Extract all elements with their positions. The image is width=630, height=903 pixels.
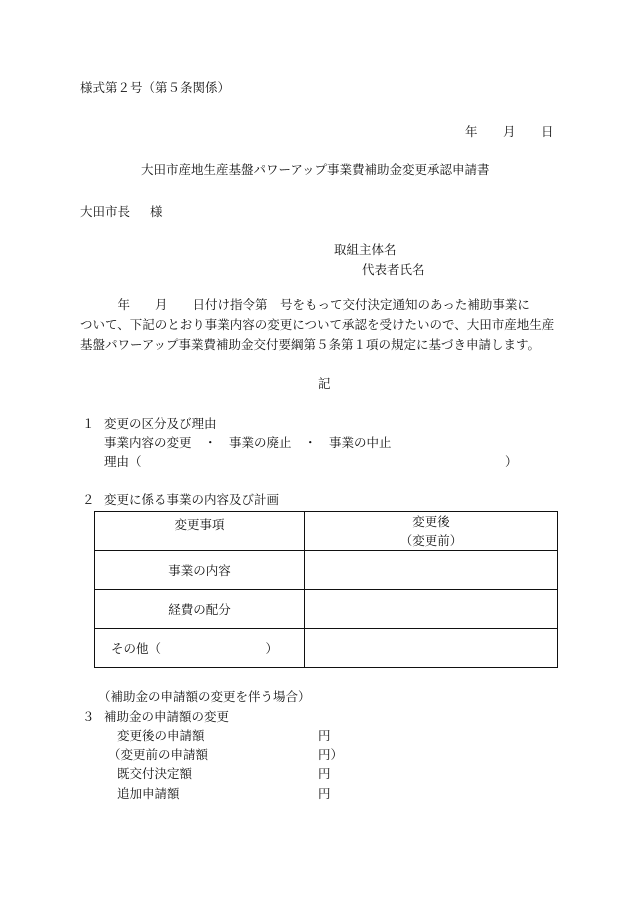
other-label: その他（ xyxy=(111,641,162,656)
row-value-project-content xyxy=(305,551,558,590)
section2-number: ２ xyxy=(82,492,95,507)
amount-unit-after: 円 xyxy=(318,728,331,743)
section3-number: ３ xyxy=(82,709,95,724)
section1-options: 事業内容の変更 ・ 事業の廃止 ・ 事業の中止 xyxy=(104,435,392,450)
amount-unit-before: 円） xyxy=(318,747,344,762)
section3-heading: 補助金の申請額の変更 xyxy=(104,709,230,724)
table-header-row xyxy=(95,512,558,551)
body-line: 年 月 日付け指令第 号をもって交付決定通知のあった補助事業に xyxy=(80,297,530,312)
table-row xyxy=(95,590,558,629)
section2-heading: 変更に係る事業の内容及び計画 xyxy=(104,492,280,507)
amount-label-before: （変更前の申請額 xyxy=(108,747,209,762)
amount-unit-additional: 円 xyxy=(318,786,331,801)
col-header-after: 変更後 xyxy=(412,514,450,529)
date-month-label: 月 xyxy=(503,124,516,139)
section1-reason-label: 理由（ xyxy=(104,454,142,469)
section1-heading: 変更の区分及び理由 xyxy=(104,416,217,431)
row-label-cost-allocation: 経費の配分 xyxy=(95,590,305,629)
col-header-after-before xyxy=(305,512,558,551)
applicant-org-label: 取組主体名 xyxy=(334,242,397,257)
row-value-cost-allocation xyxy=(305,590,558,629)
addressee-name: 大田市長 xyxy=(80,204,131,219)
applicant-rep-label: 代表者氏名 xyxy=(362,262,425,277)
amount-label-granted: 既交付決定額 xyxy=(117,766,193,781)
col-header-before: （変更前） xyxy=(399,533,463,548)
row-label-project-content: 事業の内容 xyxy=(95,551,305,590)
addressee-honorific: 様 xyxy=(150,204,163,219)
other-close: ） xyxy=(265,641,278,656)
amount-unit-granted: 円 xyxy=(318,766,331,781)
body-line: ついて、下記のとおり事業内容の変更について承認を受けたいので、大田市産地生産 xyxy=(80,317,555,332)
document-title: 大田市産地生産基盤パワーアップ事業費補助金変更承認申請書 xyxy=(141,162,490,177)
amount-change-note: （補助金の申請額の変更を伴う場合） xyxy=(98,689,311,704)
body-line: 基盤パワーアップ事業費補助金交付要綱第５条第１項の規定に基づき申請します。 xyxy=(80,337,541,352)
table-row xyxy=(95,629,558,668)
section1-reason-close: ） xyxy=(505,454,518,469)
col-header-change-item: 変更事項 xyxy=(95,512,305,551)
body-paragraph xyxy=(80,295,558,355)
date-day-label: 日 xyxy=(541,124,554,139)
row-label-other xyxy=(95,629,305,668)
change-plan-table xyxy=(94,511,558,668)
amount-label-additional: 追加申請額 xyxy=(117,786,180,801)
section1-number: １ xyxy=(82,416,95,431)
table-row xyxy=(95,551,558,590)
ki-heading: 記 xyxy=(318,376,331,391)
date-year-label: 年 xyxy=(465,124,478,139)
row-value-other xyxy=(305,629,558,668)
amount-label-after: 変更後の申請額 xyxy=(117,728,205,743)
form-number: 様式第２号（第５条関係） xyxy=(80,80,231,95)
